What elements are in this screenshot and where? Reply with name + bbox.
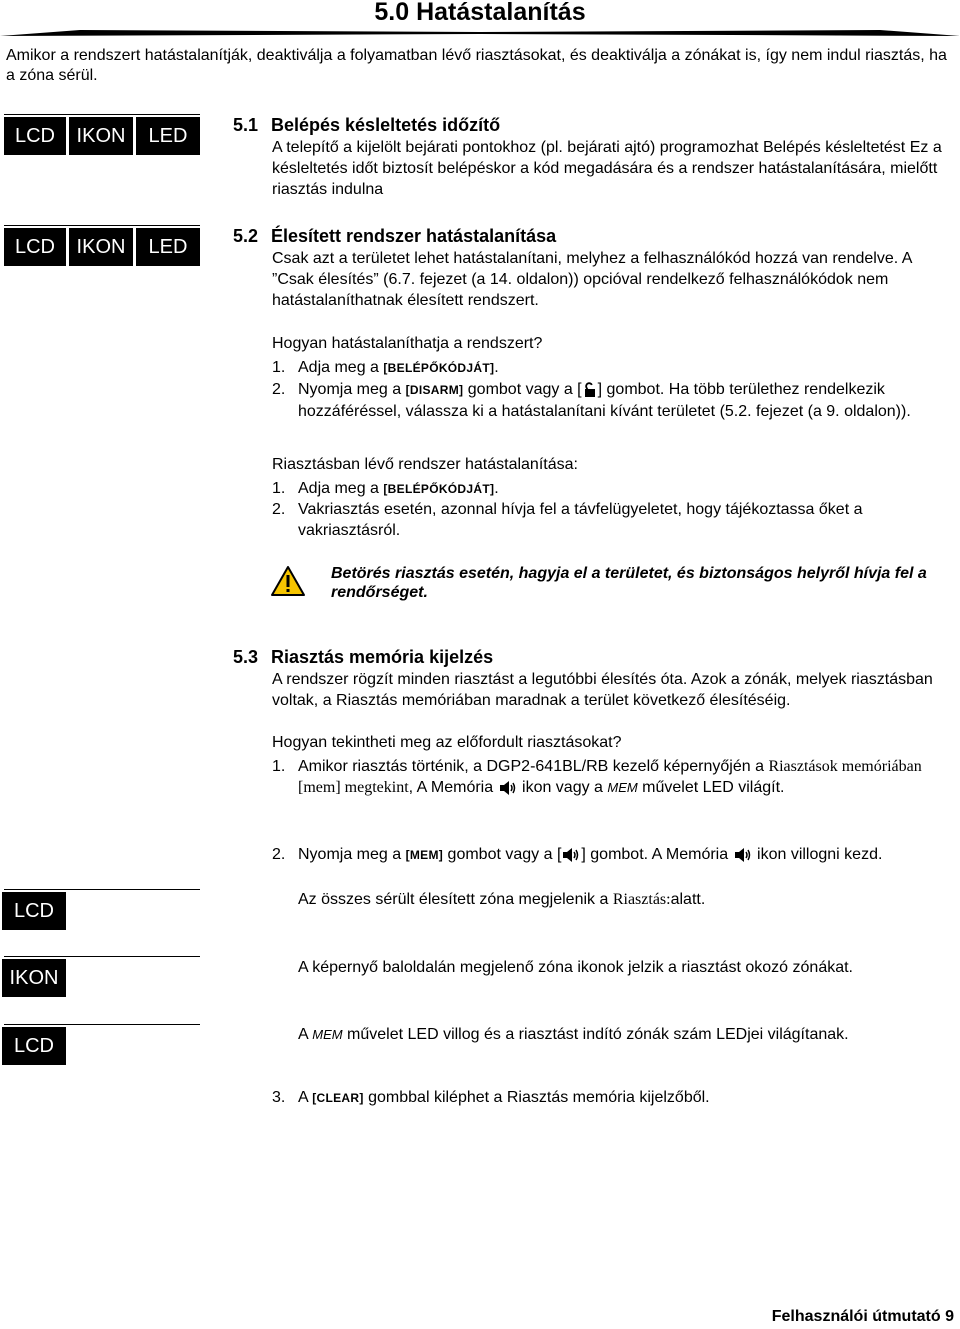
badge-group-52: [4, 228, 200, 266]
memory-icon: [733, 847, 753, 863]
list-item: 2. Vakriasztás esetén, azonnal hívja fel a távfelügyeletet, hogy tájékoztassa őket a vakriasztásról.: [272, 501, 863, 539]
list-item: 1. Adja meg a [BELÉPŐKÓDJÁT].: [272, 480, 499, 497]
section-5-2-text: Csak azt a területet lehet hatástalanítani, melyhez a felhasználókód hozzá van rendelve. A ”Csak élesítés” (6.7. fejezet (a 14. oldalon)) opcióval rendelkező felhasználókódok nem hatástalaníthatnak élesített rendszert.: [272, 250, 912, 309]
section-5-3-heading: 5.3 Riasztás memória kijelzés: [233, 647, 494, 667]
ikon-description: A képernyő baloldalán megjelenő zóna ikonok jelzik a riasztást okozó zónákat.: [298, 959, 853, 976]
question-disarm: Hogyan hatástalaníthatja a rendszert?: [272, 335, 543, 352]
badge-rule: [4, 225, 200, 226]
list-item: 2. Nyomja meg a [DISARM] gombot vagy a [ ] gombot. Ha több területhez rendelkezik hozzáféréssel, válassza ki a hatástalanítani kívánt területet (5.2. fejezet (a 9. oldalon)).: [272, 381, 911, 420]
list-item: 1. Amikor riasztás történik, a DGP2-641BL/RB kezelő képernyőjén a Riasztások memóriában [mem] megtekint, A Memória ikon vagy a MEM művelet LED világít.: [272, 758, 922, 796]
lcd-badge: LCD: [4, 228, 66, 266]
warning-icon: [270, 565, 306, 597]
ikon-badge: IKON: [2, 959, 66, 997]
question-memory: Hogyan tekintheti meg az előfordult riasztásokat?: [272, 734, 622, 751]
lcd-badge: LCD: [2, 1027, 66, 1065]
warning-text: Betörés riasztás esetén, hagyja el a területet, és biztonságos helyről hívja fel a rendőrséget.: [331, 565, 927, 601]
lcd-description: Az összes sérült élesített zóna megjelenik a Riasztás:alatt.: [298, 891, 706, 908]
header-rule: [0, 28, 960, 38]
memory-icon: [561, 847, 581, 863]
memory-icon: [498, 780, 518, 796]
page-title: 5.0 Hatástalanítás: [374, 0, 586, 26]
page-footer: Felhasználói útmutató 9: [771, 1308, 954, 1325]
led-badge: LED: [136, 228, 200, 266]
section-5-1-text: A telepítő a kijelölt bejárati pontokhoz (pl. bejárati ajtó) programozhat Belépés késleltetést Ez a késleltetés időt biztosít belépéskor a kód megadására és a rendszer hatástalanítására, mielőtt riasztás indulna: [272, 139, 942, 198]
badge-rule: [4, 1024, 200, 1025]
list-item: 2. Nyomja meg a [MEM] gombot vagy a [ ] gombot. A Memória ikon villogni kezd.: [272, 846, 883, 863]
section-5-2-heading: 5.2 Élesített rendszer hatástalanítása: [233, 226, 557, 246]
section-5-3-text: A rendszer rögzít minden riasztást a legutóbbi élesítés óta. Azok a zónák, melyek riasztásban voltak, a Riasztás memóriában maradnak a terület következő élesítéséig.: [272, 671, 933, 709]
badge-rule: [4, 956, 200, 957]
led-description: A MEM művelet LED villog és a riasztást indító zónák szám LEDjei világítanak.: [298, 1026, 849, 1043]
lcd-badge: LCD: [2, 892, 66, 930]
ikon-badge: IKON: [69, 228, 133, 266]
list-item: 1. Adja meg a [BELÉPŐKÓDJÁT].: [272, 359, 499, 376]
section-5-1-heading: 5.1 Belépés késleltetés időzítő: [233, 115, 501, 135]
badge-rule: [4, 114, 200, 115]
intro-text: Amikor a rendszert hatástalanítják, deaktiválja a folyamatban lévő riasztásokat, és deaktiválja a zónákat is, így nem indul riasztás, ha a zóna sérül.: [6, 47, 947, 84]
badge-rule: [4, 889, 200, 890]
led-badge: LED: [136, 117, 200, 155]
ikon-badge: IKON: [69, 117, 133, 155]
unlock-icon: [582, 382, 598, 398]
question-alarm-disarm: Riasztásban lévő rendszer hatástalanítása:: [272, 456, 578, 473]
badge-group-51: [4, 117, 200, 155]
list-item: 3. A [CLEAR] gombbal kiléphet a Riasztás memória kijelzőből.: [272, 1089, 710, 1106]
lcd-badge: LCD: [4, 117, 66, 155]
